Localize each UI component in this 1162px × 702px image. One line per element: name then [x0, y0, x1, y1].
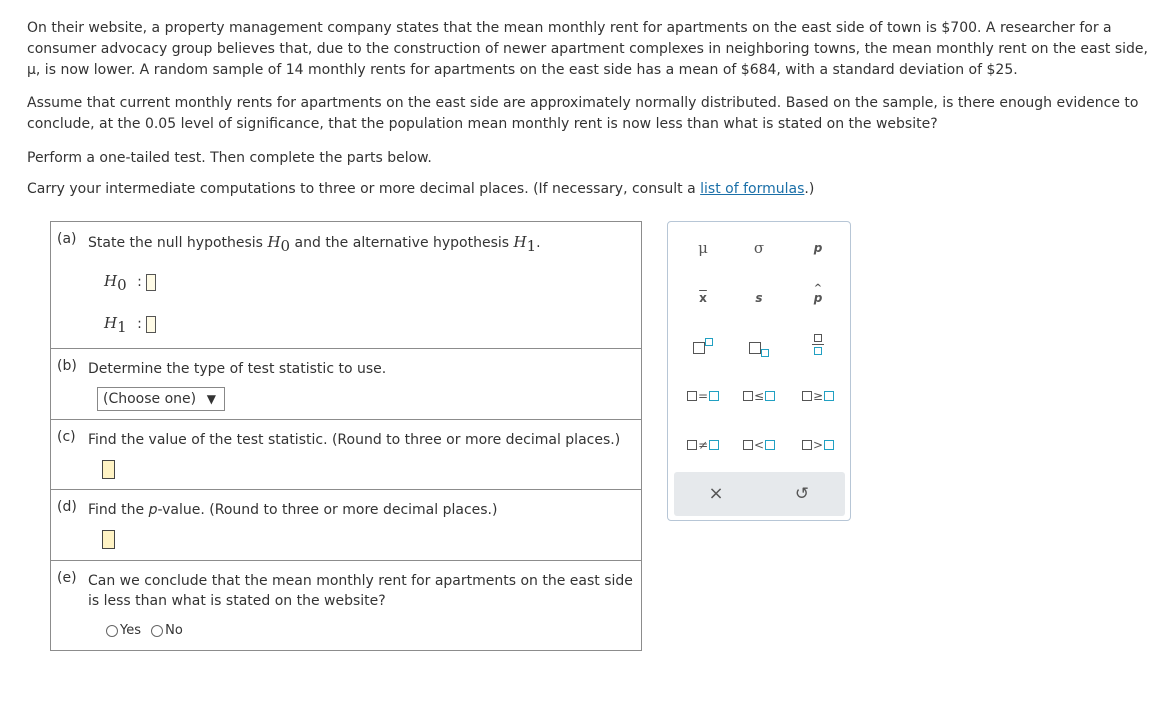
problem-assumption: Assume that current monthly rents for apartments on the east side are approximately normally distributed. Based on the sample, is there enough evidence to conclude, at the 0.05 level of significance, that the population mean monthly rent is now less than what is stated on the website? — [27, 95, 1139, 132]
test-statistic-select-value: (Choose one) — [103, 391, 197, 407]
base-square-icon — [693, 342, 705, 354]
h0-row-subscript: 0 — [117, 275, 127, 294]
radio-no[interactable] — [151, 623, 183, 638]
problem-statement: On their website, a property management company states that the mean monthly rent for apartments on the east side of town is $700. A researcher for a consumer advocacy group believes that, due to the construction of newer apartment complexes in neighboring towns, the mean monthly rent on the east side, μ, is now lower. A random sample of 14 monthly rents for apartments on the east side has a mean of $684, with a standard deviation of $25. — [27, 20, 1148, 78]
left-square-icon — [743, 440, 753, 450]
p-hat-label: p — [813, 291, 823, 305]
part-a-text-mid: and the alternative hypothesis — [290, 235, 514, 251]
hat-icon: ^ — [813, 283, 823, 294]
part-b-prompt: Determine the type of test statistic to use. — [88, 361, 387, 377]
left-square-icon — [802, 440, 812, 450]
test-statistic-input[interactable] — [102, 460, 115, 479]
part-a-text-after: . — [536, 235, 541, 251]
greater-than-sign: > — [812, 438, 824, 452]
part-e-prompt: Can we conclude that the mean monthly rent for apartments on the east side is less than what is stated on the website? — [88, 573, 633, 609]
h0-colon: : — [137, 274, 142, 290]
part-a-text: State the null hypothesis — [88, 235, 268, 251]
s-button[interactable]: s — [755, 291, 763, 305]
equals-sign: = — [697, 389, 709, 403]
right-square-icon — [709, 391, 719, 401]
part-b-label: (b) — [57, 358, 77, 374]
alt-hypothesis-input[interactable] — [146, 316, 156, 333]
base-square-icon — [749, 342, 761, 354]
right-square-icon — [765, 391, 775, 401]
part-d-section — [50, 489, 642, 561]
not-equal-button[interactable] — [683, 431, 723, 459]
part-b-section — [50, 348, 642, 420]
left-square-icon — [802, 391, 812, 401]
instruction-text: Carry your intermediate computations to three or more decimal places. (If necessary, consult a — [27, 181, 701, 197]
equals-button[interactable] — [683, 382, 723, 410]
greater-equal-sign: ≥ — [812, 389, 824, 403]
fraction-button[interactable] — [798, 330, 838, 358]
symbol-palette — [667, 221, 851, 521]
instruction-one-tailed: Perform a one-tailed test. Then complete the parts below. — [27, 150, 432, 166]
not-equal-sign: ≠ — [697, 438, 709, 452]
right-square-icon — [824, 440, 834, 450]
p-button[interactable]: p — [813, 241, 823, 255]
p-value-input[interactable] — [102, 530, 115, 549]
test-statistic-select[interactable] — [97, 387, 225, 411]
left-square-icon — [743, 391, 753, 401]
left-square-icon — [687, 391, 697, 401]
alt-hypothesis-row — [104, 314, 156, 336]
greater-equal-button[interactable] — [798, 382, 838, 410]
h0-row-label: H — [104, 272, 118, 290]
x-bar-button[interactable]: $\overline{x}$ — [699, 291, 707, 305]
right-square-icon — [709, 440, 719, 450]
part-a-prompt — [88, 232, 635, 256]
greater-than-button[interactable] — [798, 431, 838, 459]
fraction-bar-icon — [812, 344, 824, 345]
subscript-square-icon — [761, 349, 769, 357]
exponent-square-icon — [705, 338, 713, 346]
subscript-button[interactable] — [739, 334, 779, 362]
dropdown-arrow-icon: ▼ — [206, 392, 216, 406]
part-e-label: (e) — [57, 570, 77, 586]
radio-no-circle-icon[interactable] — [151, 625, 163, 637]
denominator-square-icon — [814, 347, 822, 355]
mu-button[interactable]: μ — [698, 239, 708, 257]
part-c-section — [50, 419, 642, 490]
h1-colon: : — [137, 316, 142, 332]
less-than-sign: < — [753, 438, 765, 452]
palette-action-bar — [674, 472, 845, 516]
instruction-decimals — [27, 179, 1152, 200]
radio-yes-label: Yes — [120, 623, 141, 638]
p-italic: p — [148, 502, 158, 518]
part-a-label: (a) — [57, 231, 77, 247]
h1-row-subscript: 1 — [117, 317, 127, 336]
null-hypothesis-input[interactable] — [146, 274, 156, 291]
conclusion-radio-group — [106, 623, 183, 638]
left-square-icon — [687, 440, 697, 450]
undo-icon[interactable]: ↺ — [794, 484, 810, 504]
instruction-tail: .) — [804, 181, 815, 197]
part-d-text-after: -value. (Round to three or more decimal places.) — [157, 502, 498, 518]
numerator-square-icon — [814, 334, 822, 342]
clear-icon[interactable]: × — [708, 483, 724, 504]
h0-symbol: H — [267, 233, 281, 251]
right-square-icon — [765, 440, 775, 450]
superscript-button[interactable] — [683, 334, 723, 362]
less-equal-sign: ≤ — [753, 389, 765, 403]
part-d-label: (d) — [57, 499, 77, 515]
h0-subscript: 0 — [280, 236, 291, 255]
formulas-link[interactable]: list of formulas — [700, 181, 805, 197]
p-hat-button[interactable] — [798, 284, 838, 312]
part-a-section — [50, 221, 642, 349]
right-square-icon — [824, 391, 834, 401]
radio-yes[interactable] — [106, 623, 141, 638]
h1-symbol: H — [513, 233, 527, 251]
radio-yes-circle-icon[interactable] — [106, 625, 118, 637]
null-hypothesis-row — [104, 272, 156, 294]
h1-subscript: 1 — [526, 236, 537, 255]
part-c-prompt: Find the value of the test statistic. (Round to three or more decimal places.) — [88, 432, 621, 448]
part-d-prompt — [88, 500, 635, 520]
less-than-button[interactable] — [739, 431, 779, 459]
radio-no-label: No — [165, 623, 183, 638]
part-c-label: (c) — [57, 429, 76, 445]
h1-row-label: H — [104, 314, 118, 332]
sigma-button[interactable]: σ — [753, 239, 765, 257]
part-d-text: Find the — [88, 502, 149, 518]
less-equal-button[interactable] — [739, 382, 779, 410]
part-e-section — [50, 560, 642, 651]
